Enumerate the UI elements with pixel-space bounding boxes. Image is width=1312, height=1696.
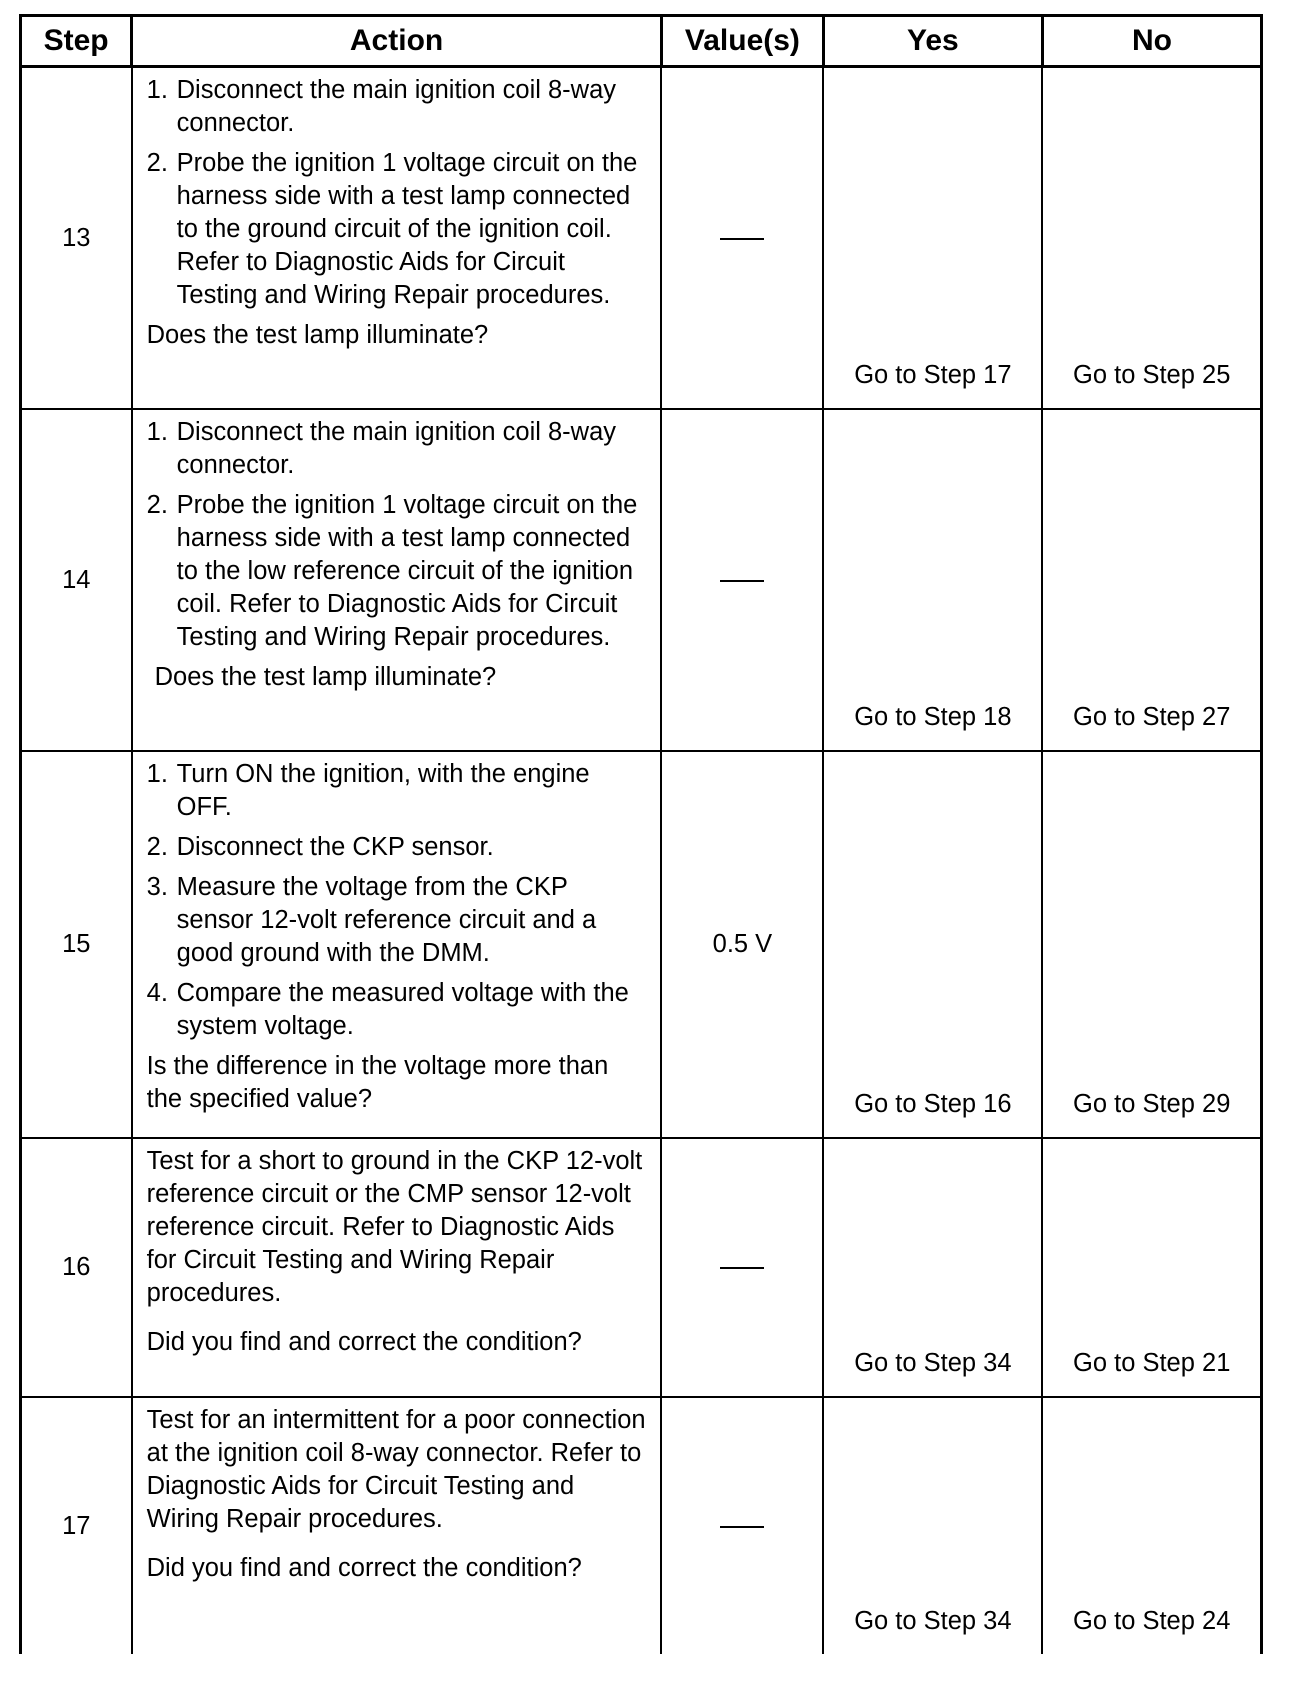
no-value-dash bbox=[720, 580, 764, 582]
action-cell bbox=[132, 751, 662, 1138]
value-cell bbox=[661, 1138, 823, 1397]
no-action: Go to Step 25 bbox=[1073, 361, 1231, 389]
value-cell bbox=[661, 67, 823, 410]
value-cell bbox=[661, 1397, 823, 1654]
yes-action: Go to Step 16 bbox=[854, 1090, 1012, 1118]
action-item: 1. Disconnect the main ignition coil 8-way connector. bbox=[146, 418, 617, 479]
step-number: 16 bbox=[21, 1138, 132, 1397]
action-item: 2. Probe the ignition 1 voltage circuit on the harness side with a test lamp connected to the low reference circuit of the ignition coil. Refer to Diagnostic Aids for Circuit Testing and Wiring Repair procedures. bbox=[146, 491, 638, 651]
value-cell bbox=[661, 409, 823, 751]
step-number: 17 bbox=[21, 1397, 132, 1654]
step-number: 15 bbox=[21, 751, 132, 1138]
action-paragraph: Test for an intermittent for a poor connection at the ignition coil 8-way connector. Refer to Diagnostic Aids for Circuit Testing and Wiring Repair procedures. bbox=[146, 1406, 646, 1533]
table-row-step-15 bbox=[21, 751, 1262, 1138]
no-cell bbox=[1042, 1397, 1261, 1654]
action-item-number: 2. bbox=[146, 149, 168, 177]
action-item-number: 3. bbox=[146, 873, 168, 901]
yes-cell bbox=[823, 1397, 1042, 1654]
action-item: 2. Probe the ignition 1 voltage circuit on the harness side with a test lamp connected to the ground circuit of the ignition coil. Refer to Diagnostic Aids for Circuit Testing and Wiring Repair procedures. bbox=[146, 149, 638, 309]
value-cell: 0.5 V bbox=[661, 751, 823, 1138]
action-item-number: 2. bbox=[146, 491, 168, 519]
no-value-dash bbox=[720, 1526, 764, 1528]
action-item-number: 4. bbox=[146, 979, 168, 1007]
table-row-step-14 bbox=[21, 409, 1262, 751]
diagnostic-table bbox=[19, 14, 1263, 1654]
table-row-step-17 bbox=[21, 1397, 1262, 1654]
action-item: 2. Disconnect the CKP sensor. bbox=[147, 831, 651, 864]
no-cell bbox=[1042, 1138, 1261, 1397]
header-yes: Yes bbox=[823, 16, 1042, 67]
header-row bbox=[21, 16, 1262, 67]
action-question: Did you find and correct the condition? bbox=[146, 1328, 582, 1356]
yes-action: Go to Step 34 bbox=[854, 1349, 1012, 1377]
yes-action: Go to Step 18 bbox=[854, 703, 1012, 731]
no-action: Go to Step 24 bbox=[1073, 1607, 1231, 1635]
no-action: Go to Step 29 bbox=[1073, 1090, 1231, 1118]
action-cell bbox=[132, 1138, 662, 1397]
action-cell bbox=[132, 1397, 662, 1654]
action-item-number: 1. bbox=[146, 760, 168, 788]
yes-cell bbox=[823, 409, 1042, 751]
action-item: 1. Turn ON the ignition, with the engine OFF. bbox=[146, 760, 590, 821]
no-value-dash bbox=[720, 1267, 764, 1269]
action-item: 3. Measure the voltage from the CKP sensor 12-volt reference circuit and a good ground with the DMM. bbox=[146, 873, 597, 967]
no-action: Go to Step 27 bbox=[1073, 703, 1231, 731]
no-cell bbox=[1042, 409, 1261, 751]
action-item-number: 2. bbox=[146, 833, 168, 861]
header-values: Value(s) bbox=[661, 16, 823, 67]
header-step: Step bbox=[21, 16, 132, 67]
header-no: No bbox=[1042, 16, 1261, 67]
yes-cell bbox=[823, 751, 1042, 1138]
yes-action: Go to Step 17 bbox=[854, 361, 1012, 389]
no-cell bbox=[1042, 751, 1261, 1138]
action-paragraph: Test for a short to ground in the CKP 12-volt reference circuit or the CMP sensor 12-volt reference circuit. Refer to Diagnostic Aids for Circuit Testing and Wiring Repair procedures. bbox=[146, 1147, 643, 1307]
no-value-dash bbox=[720, 238, 764, 240]
action-item: 1. Disconnect the main ignition coil 8-way connector. bbox=[146, 76, 617, 137]
action-question: Does the test lamp illuminate? bbox=[146, 321, 489, 349]
yes-cell bbox=[823, 1138, 1042, 1397]
action-item-number: 1. bbox=[146, 76, 168, 104]
action-question: Does the test lamp illuminate? bbox=[154, 663, 497, 691]
table-row-step-13 bbox=[21, 67, 1262, 410]
action-question: Is the difference in the voltage more than the specified value? bbox=[146, 1052, 609, 1113]
header-action: Action bbox=[132, 16, 662, 67]
step-number: 13 bbox=[21, 67, 132, 410]
no-action: Go to Step 21 bbox=[1073, 1349, 1231, 1377]
action-cell bbox=[132, 409, 662, 751]
yes-cell bbox=[823, 67, 1042, 410]
action-item: 4. Compare the measured voltage with the system voltage. bbox=[146, 979, 629, 1040]
action-question: Did you find and correct the condition? bbox=[146, 1554, 582, 1582]
action-cell bbox=[132, 67, 662, 410]
table-row-step-16 bbox=[21, 1138, 1262, 1397]
yes-action: Go to Step 34 bbox=[854, 1607, 1012, 1635]
no-cell bbox=[1042, 67, 1261, 410]
action-item-number: 1. bbox=[146, 418, 168, 446]
step-number: 14 bbox=[21, 409, 132, 751]
